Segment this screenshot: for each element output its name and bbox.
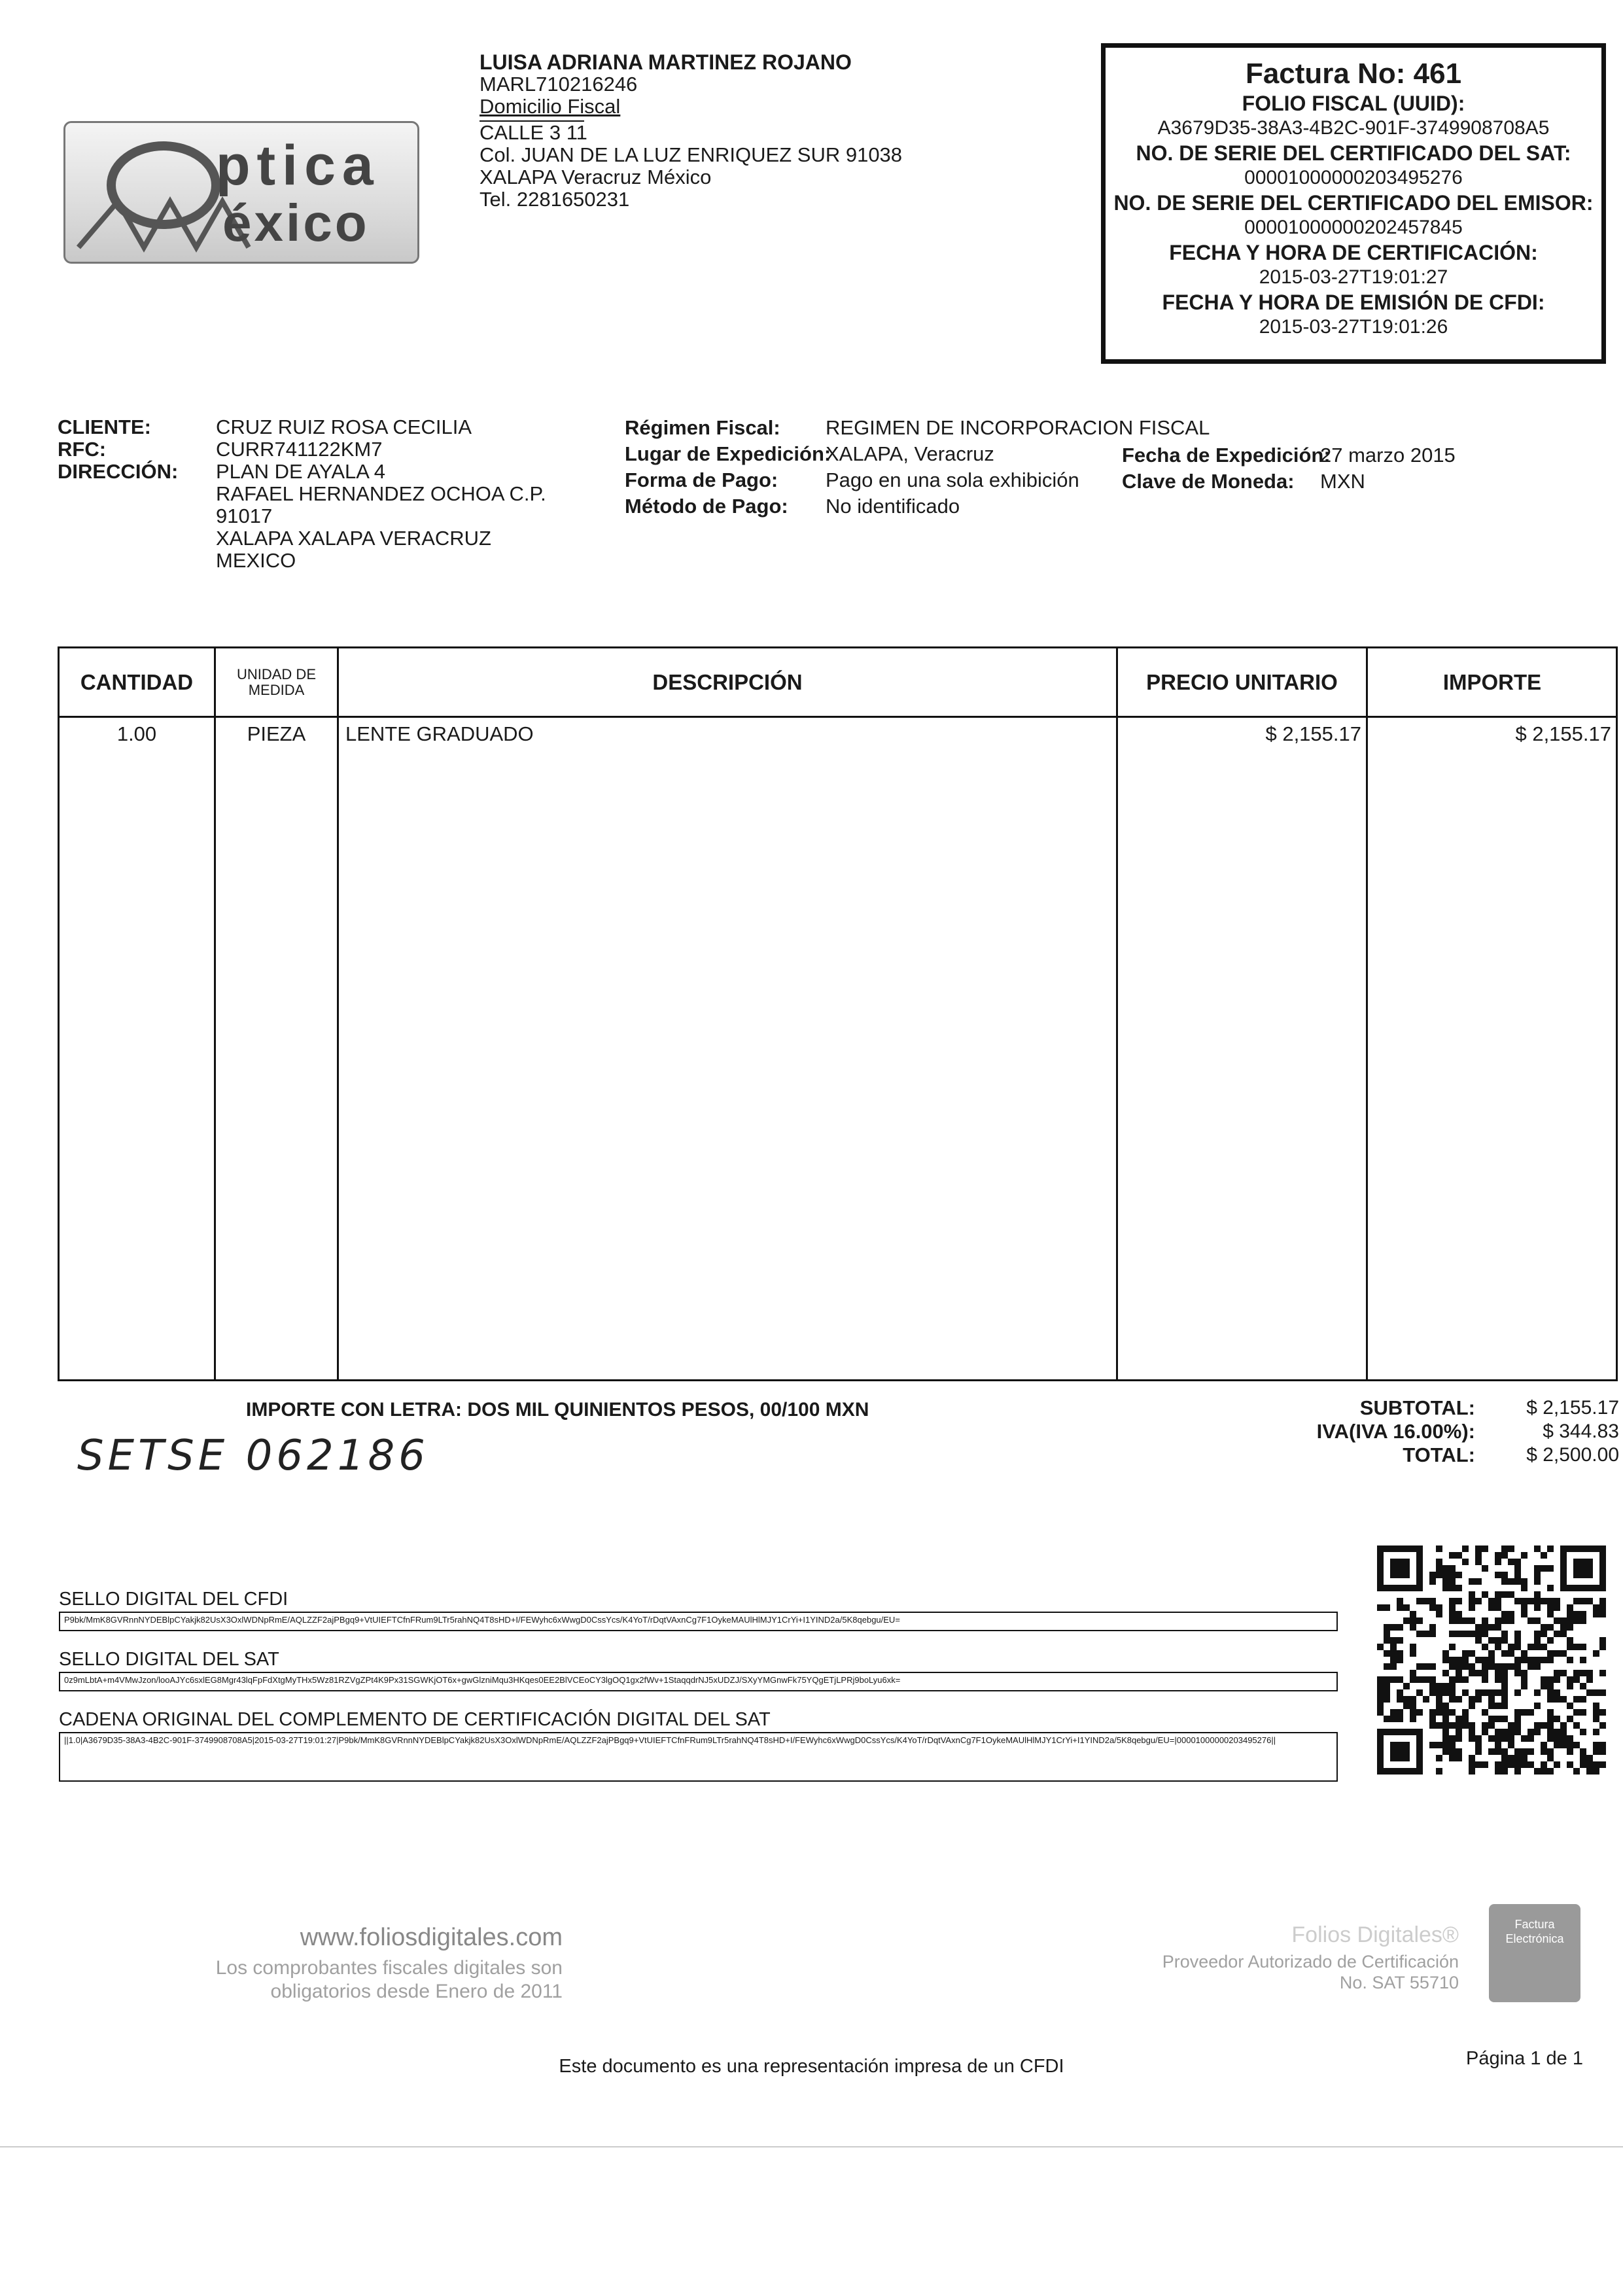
fecha-expedicion-label: Fecha de Expedición: — [1122, 444, 1331, 467]
importe-con-letra — [246, 1399, 869, 1421]
moneda-value: MXN — [1320, 470, 1365, 493]
iva-value: $ 344.83 — [1543, 1421, 1619, 1442]
emision-date-label: FECHA Y HORA DE EMISIÓN DE CFDI: — [1162, 291, 1545, 314]
importe-letra-value: DOS MIL QUINIENTOS PESOS, 00/100 MXN — [467, 1399, 869, 1421]
cell-cantidad: 1.00 — [116, 722, 157, 745]
total-label: TOTAL: — [1403, 1443, 1475, 1466]
cert-date-value: 2015-03-27T19:01:27 — [1259, 266, 1448, 288]
sello-sat-label: SELLO DIGITAL DEL SAT — [59, 1649, 279, 1670]
column-divider — [214, 648, 216, 1379]
logo-text-top: ptica — [216, 134, 380, 197]
badge-line: Factura — [1514, 1918, 1555, 1931]
subtotal-label: SUBTOTAL: — [1359, 1396, 1475, 1419]
items-table — [58, 646, 1618, 1381]
qr-code — [1377, 1545, 1606, 1775]
cadena-original-value: ||1.0|A3679D35-38A3-4B2C-901F-3749908708A5|2015-03-27T19:01:27|P9bk/MmK8GVRnnNYDEBlpCYakjk82UsX3OxlWDNpRmE/AQLZZF2ajPBgq9+VtUIEFTCfnFRum9LTr5rahNQ4T8sHD+I/FEWyhc6xWwgD0CssYcs/K4YoT/rDqtVAxnCg7F1OykeMAUlHlMJY1CrYi+I1YIND2a/5K8qebgu/EU=|00001000000203495276|| — [59, 1732, 1338, 1782]
header-unidad: UNIDAD DE MEDIDA — [236, 665, 316, 698]
forma-pago-label: Forma de Pago: — [625, 468, 778, 491]
folio-box — [1101, 43, 1606, 364]
page-number: Página 1 de 1 — [1466, 2048, 1583, 2069]
header-cantidad: CANTIDAD — [80, 669, 194, 694]
expedicion-labels — [1122, 442, 1331, 495]
subtotal-value: $ 2,155.17 — [1526, 1397, 1619, 1419]
emitter-colonia: Col. JUAN DE LA LUZ ENRIQUEZ SUR 91038 — [480, 143, 903, 166]
uuid-label: FOLIO FISCAL (UUID): — [1242, 92, 1465, 115]
metodo-pago-value: No identificado — [826, 495, 960, 518]
emitter-street: CALLE 3 11 — [480, 121, 587, 144]
folios-digitales-brand: Folios Digitales® — [1291, 1922, 1459, 1947]
client-values — [216, 416, 546, 572]
footer-legal-line: Los comprobantes fiscales digitales son — [215, 1957, 563, 1979]
emisor-cert-label: NO. DE SERIE DEL CERTIFICADO DEL EMISOR: — [1113, 191, 1594, 215]
factura-electronica-badge — [1489, 1904, 1580, 2002]
sello-sat-value: 0z9mLbtA+m4VMwJzon/looAJYc6sxlEG8Mgr43lqFpFdXtgMyTHx5Wz81RZVgZPt4K9Px31SGWKjOT6x+gwGlzniMqu3HKqes0EE2BlVCEoCY3lgOQ1gx2fWv+1StaqqdrNJ5xUDZJ/SXyYMGnwFk75YQgETjLPRj9boLyu6xk= — [59, 1672, 1338, 1691]
domicilio-fiscal-label: Domicilio Fiscal — [480, 95, 621, 118]
fiscal-labels — [625, 415, 831, 520]
badge-line: Electrónica — [1505, 1932, 1564, 1945]
total-value: $ 2,500.00 — [1526, 1444, 1619, 1466]
cliente-label: CLIENTE: — [58, 415, 151, 438]
column-divider — [1116, 648, 1118, 1379]
client-labels — [58, 416, 178, 483]
client-address-line: PLAN DE AYALA 4 — [216, 460, 386, 483]
provider-line: No. SAT 55710 — [1339, 1973, 1459, 1992]
cell-precio: $ 2,155.17 — [1265, 722, 1361, 745]
header-precio: PRECIO UNITARIO — [1146, 669, 1338, 694]
qr-code-icon — [1377, 1545, 1606, 1775]
provider-info — [1047, 1951, 1459, 1993]
footer-legal — [131, 1956, 563, 2004]
client-rfc: CURR741122KM7 — [216, 438, 383, 461]
cert-date-label: FECHA Y HORA DE CERTIFICACIÓN: — [1169, 241, 1538, 264]
cadena-original-label: CADENA ORIGINAL DEL COMPLEMENTO DE CERTIFICACIÓN DIGITAL DEL SAT — [59, 1709, 771, 1730]
table-header-divider — [60, 716, 1616, 718]
cell-importe: $ 2,155.17 — [1515, 722, 1611, 745]
rfc-label: RFC: — [58, 438, 107, 461]
lugar-value: XALAPA, Veracruz — [826, 442, 994, 465]
totals-values — [1482, 1396, 1619, 1467]
client-name: CRUZ RUIZ ROSA CECILIA — [216, 415, 472, 438]
emitter-city: XALAPA Veracruz México — [480, 166, 712, 188]
optica-mexico-logo — [63, 121, 419, 264]
cell-descripcion: LENTE GRADUADO — [345, 722, 534, 745]
forma-pago-value: Pago en una sola exhibición — [826, 468, 1079, 491]
lugar-label: Lugar de Expedición: — [625, 442, 831, 465]
emisor-cert-value: 00001000000202457845 — [1244, 217, 1463, 238]
column-divider — [1366, 648, 1368, 1379]
uuid-value: A3679D35-38A3-4B2C-901F-3749908708A5 — [1157, 117, 1550, 139]
cell-unidad: PIEZA — [247, 722, 306, 745]
sello-cfdi-value: P9bk/MmK8GVRnnNYDEBlpCYakjk82UsX3OxlWDNpRmE/AQLZZF2ajPBgq9+VtUIEFTCfnFRum9LTr5rahNQ4T8sHD+I/FEWyhc6xWwgD0CssYcs/K4YoT/rDqtVAxnCg7F1OykeMAUlHlMJY1CrYi+I1YIND2a/5K8qebgu/EU= — [59, 1612, 1338, 1631]
emitter-block — [480, 51, 902, 211]
cfdi-representation-note: Este documento es una representación impresa de un CFDI — [559, 2056, 1064, 2077]
client-address-line: RAFAEL HERNANDEZ OCHOA C.P. — [216, 482, 546, 505]
importe-letra-label: IMPORTE CON LETRA: — [246, 1399, 462, 1421]
column-divider — [337, 648, 339, 1379]
direccion-label: DIRECCIÓN: — [58, 460, 179, 483]
expedicion-values — [1320, 442, 1456, 495]
footer-website: www.foliosdigitales.com — [300, 1924, 563, 1951]
client-address-line: MEXICO — [216, 549, 296, 572]
client-address-line: XALAPA XALAPA VERACRUZ — [216, 527, 491, 550]
moneda-label: Clave de Moneda: — [1122, 470, 1295, 493]
sat-cert-value: 00001000000203495276 — [1244, 167, 1463, 188]
emision-date-value: 2015-03-27T19:01:26 — [1259, 316, 1448, 338]
fecha-expedicion-value: 27 marzo 2015 — [1320, 444, 1456, 467]
iva-label: IVA(IVA 16.00%): — [1316, 1420, 1475, 1443]
totals-labels — [1276, 1396, 1475, 1467]
sello-cfdi-label: SELLO DIGITAL DEL CFDI — [59, 1589, 288, 1610]
header-descripcion: DESCRIPCIÓN — [652, 669, 803, 694]
invoice-number: Factura No: 461 — [1245, 58, 1462, 90]
emitter-rfc: MARL710216246 — [480, 73, 638, 96]
page-edge-line — [0, 2146, 1623, 2147]
metodo-pago-label: Método de Pago: — [625, 495, 788, 518]
header-importe: IMPORTE — [1442, 669, 1542, 694]
sat-cert-label: NO. DE SERIE DEL CERTIFICADO DEL SAT: — [1136, 141, 1571, 165]
emitter-name: LUISA ADRIANA MARTINEZ ROJANO — [480, 50, 852, 74]
footer-legal-line: obligatorios desde Enero de 2011 — [270, 1981, 563, 2002]
regimen-label: Régimen Fiscal: — [625, 416, 780, 439]
provider-line: Proveedor Autorizado de Certificación — [1162, 1952, 1459, 1971]
emitter-phone: Tel. 2281650231 — [480, 188, 630, 211]
handwritten-note: SETSE 062186 — [77, 1432, 429, 1480]
client-address-line: 91017 — [216, 504, 273, 527]
regimen-value: REGIMEN DE INCORPORACION FISCAL — [826, 416, 1210, 439]
logo-text-bottom: éxico — [222, 194, 370, 252]
